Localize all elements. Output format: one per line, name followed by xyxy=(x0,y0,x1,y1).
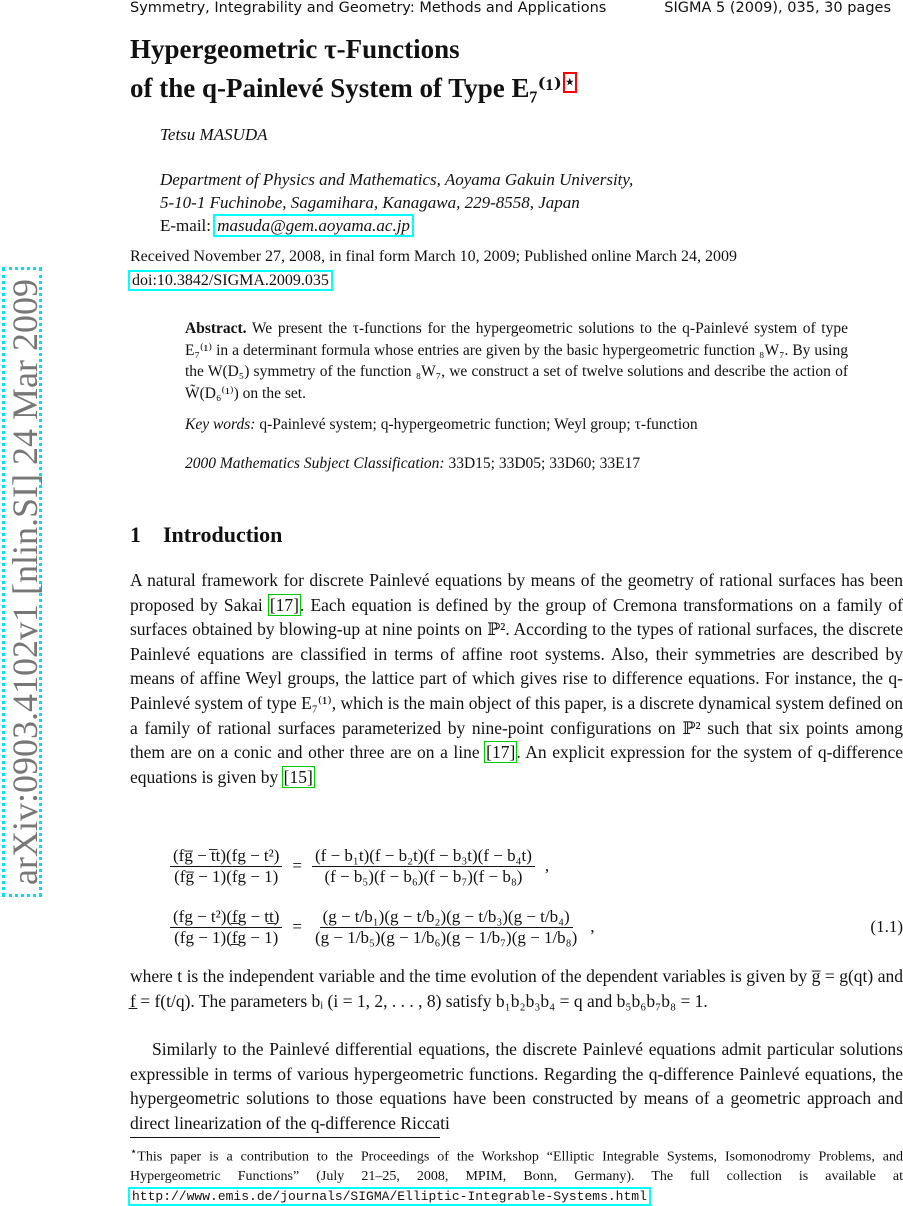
citation-17[interactable]: [17] xyxy=(269,594,299,615)
email-link[interactable]: masuda@gem.aoyama.ac.jp xyxy=(217,216,410,235)
intro-paragraph-1 xyxy=(130,568,903,789)
equals-sign: = xyxy=(292,856,303,875)
eq-rhs-denominator: (g − 1/b₅)(g − 1/b₆)(g − 1/b₇)(g − 1/b₈) xyxy=(315,927,578,947)
running-header-journal: Symmetry, Integrability and Geometry: Methods and Applications xyxy=(130,0,607,16)
intro-paragraph-2: where t is the independent variable and the time evolution of the dependent variables is given by g̅ = g(qt) and f̲ = f(t/q). The parameters bᵢ (i = 1, 2, . . . , 8) satisfy b₁b₂b₃b₄ = q and b₅b₆b₇b₈ = 1. xyxy=(130,966,903,1011)
doi-link[interactable]: doi:10.3842/SIGMA.2009.035 xyxy=(132,272,329,289)
publication-info xyxy=(130,245,737,293)
eq-rhs-denominator: (f − b₅)(f − b₆)(f − b₇)(f − b₈) xyxy=(324,866,523,886)
affiliation-line-1: Department of Physics and Mathematics, Aoyama Gakuin University, xyxy=(160,170,634,189)
msc-label: 2000 Mathematics Subject Classification: xyxy=(185,455,445,472)
keywords-label: Key words: xyxy=(185,416,256,433)
eq-rhs-numerator: (f − b₁t)(f − b₂t)(f − b₃t)(f − b₄t) xyxy=(312,846,535,867)
msc-codes: 33D15; 33D05; 33D60; 33E17 xyxy=(448,455,641,472)
footnote-url-link[interactable]: http://www.emis.de/journals/SIGMA/Elliptic-Integrable-Systems.html xyxy=(132,1188,647,1204)
intro-text: . An explicit expression for the system of q-difference equations is given by xyxy=(130,742,903,787)
author: Tetsu MASUDA xyxy=(160,125,268,144)
title-line-2 xyxy=(130,66,575,105)
footnote-link-star[interactable]: ⋆ xyxy=(564,74,575,91)
eq-lhs-numerator: (fg̅ − t̅t)(fg − t²) xyxy=(170,846,282,867)
citation-17[interactable]: [17] xyxy=(486,742,516,763)
paper-title xyxy=(130,32,575,105)
abstract-text: We present the τ-functions for the hypergeometric solutions to the q-Painlevé system of type E₇⁽¹⁾ in a determinant formula whose entries are given by the basic hypergeometric function ₈W₇. By using the W(D₅) symmetry of the function ₈W₇, we construct a set of twelve solutions and describe the action of W̃(D₆⁽¹⁾) on the set. xyxy=(185,320,848,402)
intro-paragraph-3: Similarly to the Painlevé differential equations, the discrete Painlevé equations admit particular solutions expressible in terms of various hypergeometric functions. Regarding the q-difference Painlevé equations, the hypergeometric solutions to those equations have been constructed by means of a geometric approach and direct linearization of the q-difference Riccati xyxy=(130,1039,903,1133)
eq-comma: , xyxy=(590,917,595,936)
eq-lhs-denominator: (fg − 1)(f̲g − 1) xyxy=(174,927,279,947)
footnote-mark: ⋆ xyxy=(130,1145,138,1158)
section-number: 1 xyxy=(130,522,141,547)
running-header-ref: SIGMA 5 (2009), 035, 30 pages xyxy=(664,0,891,16)
affiliation xyxy=(160,168,633,237)
email-label: E-mail: xyxy=(160,216,211,235)
abstract xyxy=(185,318,848,404)
abstract-label: Abstract. xyxy=(185,320,247,337)
eq-lhs-denominator: (fg̅ − 1)(fg − 1) xyxy=(174,866,279,886)
equation-1-1 xyxy=(170,840,903,962)
footnote xyxy=(130,1142,903,1206)
title-line-1: Hypergeometric τ-Functions xyxy=(130,34,460,64)
keywords xyxy=(185,416,698,434)
section-heading xyxy=(130,522,282,548)
footnote-text: This paper is a contribution to the Proceedings of the Workshop “Elliptic Integrable Systems, Isomonodromy Problems, and Hypergeometric Functions” (July 21–25, 2008, MPIM, Bonn, Germany). The full collection is available at xyxy=(130,1149,903,1185)
equals-sign: = xyxy=(292,917,303,936)
equation-number: (1.1) xyxy=(870,917,903,936)
title-line-2-text: of the q-Painlevé System of Type E₇⁽¹⁾ xyxy=(130,73,562,103)
received-dates: Received November 27, 2008, in final form March 10, 2009; Published online March 24, 2009 xyxy=(130,248,737,265)
eq-lhs-numerator: (fg − t²)(f̲g − tt̲) xyxy=(170,907,282,928)
msc xyxy=(185,455,640,473)
eq-rhs-numerator: (g − t/b₁)(g − t/b₂)(g − t/b₃)(g − t/b₄) xyxy=(320,907,573,928)
eq-comma: , xyxy=(544,856,550,875)
intro-text: A natural framework for discrete Painlevé equations by means of the geometry of rational surfaces has been proposed by Sakai xyxy=(130,570,903,615)
keywords-text: q-Painlevé system; q-hypergeometric function; Weyl group; τ-function xyxy=(259,416,698,433)
citation-15[interactable]: [15] xyxy=(283,766,313,787)
intro-text: . Each equation is defined by the group of Cremona transformations on a family of surfaces obtained by blowing-up at nine points on ℙ². According to the types of rational surfaces, the discrete Painlevé equations are classified in terms of affine root systems. Also, their symmetries are described by means of affine Weyl groups, the lattice part of which gives rise to difference equations. For instance, the q-Painlevé system of type E₇⁽¹⁾, which is the main object of this paper, is a discrete dynamical system defined on a family of rational surfaces parameterized by nine-point configurations on ℙ² such that six points among them are on a conic and other three are on a line xyxy=(130,594,903,763)
arxiv-stamp[interactable]: arXiv:0903.4102v1 [nlin.SI] 24 Mar 2009 xyxy=(2,267,42,897)
affiliation-line-2: 5-10-1 Fuchinobe, Sagamihara, Kanagawa, 229-8558, Japan xyxy=(160,193,580,212)
section-title: Introduction xyxy=(163,522,283,547)
footnote-rule xyxy=(130,1137,440,1138)
